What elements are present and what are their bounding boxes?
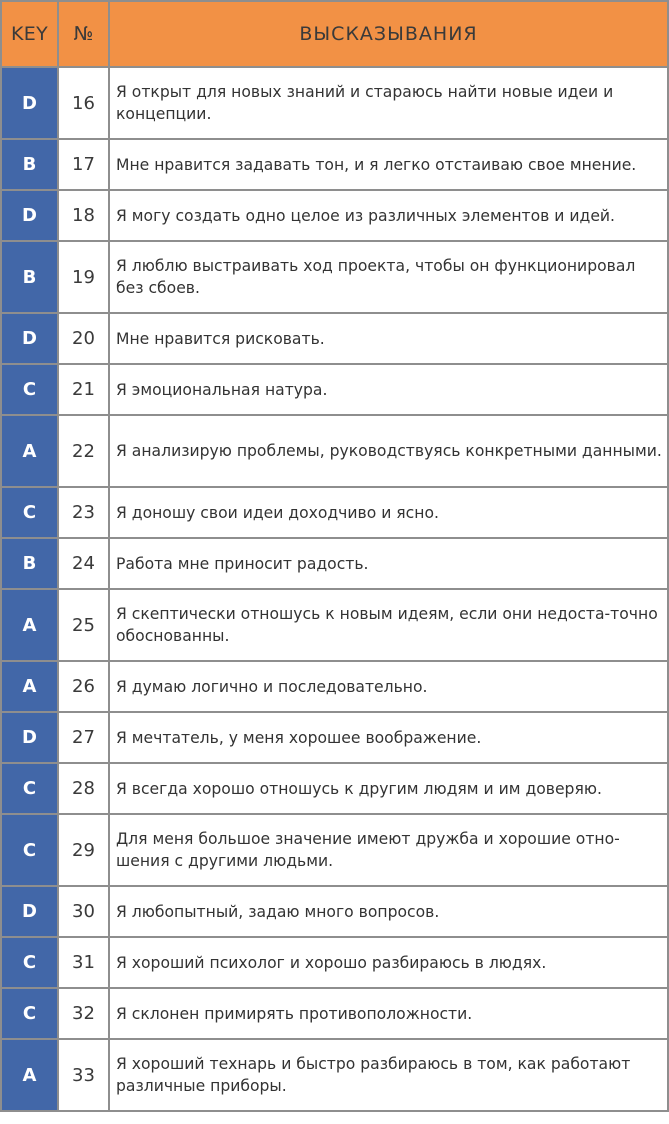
statement-cell: Я склонен примирять противоположности. [109,988,668,1039]
table-row [1,190,668,241]
number-cell: 19 [58,241,109,313]
number-cell: 24 [58,538,109,589]
statement-cell: Я анализирую проблемы, руководствуясь конкретными данными. [109,415,668,487]
table-row [1,1039,668,1111]
statement-cell: Я скептически отношусь к новым идеям, если они недоста-точно обоснованны. [109,589,668,661]
table-row [1,364,668,415]
number-cell: 27 [58,712,109,763]
key-cell: B [1,241,58,313]
key-cell: A [1,1039,58,1111]
number-cell: 29 [58,814,109,886]
key-cell: D [1,712,58,763]
statement-cell: Я любопытный, задаю много вопросов. [109,886,668,937]
number-cell: 33 [58,1039,109,1111]
table-row [1,139,668,190]
number-cell: 26 [58,661,109,712]
key-cell: C [1,988,58,1039]
statement-cell: Я эмоциональная натура. [109,364,668,415]
key-cell: A [1,589,58,661]
table-row [1,937,668,988]
header-key: KEY [1,1,58,67]
table-row [1,241,668,313]
key-cell: D [1,886,58,937]
key-cell: C [1,364,58,415]
number-cell: 25 [58,589,109,661]
header-number: № [58,1,109,67]
key-cell: B [1,139,58,190]
number-cell: 16 [58,67,109,139]
statement-cell: Для меня большое значение имеют дружба и хорошие отно-шения с другими людьми. [109,814,668,886]
table-row [1,538,668,589]
table-row [1,415,668,487]
statement-cell: Я открыт для новых знаний и стараюсь найти новые идеи и концепции. [109,67,668,139]
statement-cell: Мне нравится задавать тон, и я легко отстаиваю свое мнение. [109,139,668,190]
table-row [1,589,668,661]
table-row [1,661,668,712]
table-row [1,712,668,763]
header-row [1,1,668,67]
number-cell: 18 [58,190,109,241]
key-cell: C [1,814,58,886]
statement-cell: Я хороший технарь и быстро разбираюсь в том, как работают различные приборы. [109,1039,668,1111]
number-cell: 20 [58,313,109,364]
table-row [1,313,668,364]
key-cell: D [1,313,58,364]
statement-cell: Мне нравится рисковать. [109,313,668,364]
number-cell: 32 [58,988,109,1039]
key-cell: A [1,661,58,712]
table-row [1,886,668,937]
key-cell: A [1,415,58,487]
key-cell: C [1,487,58,538]
number-cell: 17 [58,139,109,190]
key-cell: B [1,538,58,589]
statement-cell: Я доношу свои идеи доходчиво и ясно. [109,487,668,538]
key-cell: D [1,67,58,139]
statement-cell: Я хороший психолог и хорошо разбираюсь в людях. [109,937,668,988]
table-row [1,763,668,814]
key-cell: C [1,763,58,814]
table-row [1,814,668,886]
statement-cell: Я люблю выстраивать ход проекта, чтобы он функционировал без сбоев. [109,241,668,313]
key-cell: D [1,190,58,241]
table-row [1,988,668,1039]
statement-cell: Я думаю логично и последовательно. [109,661,668,712]
statement-cell: Я могу создать одно целое из различных элементов и идей. [109,190,668,241]
number-cell: 28 [58,763,109,814]
table-row [1,67,668,139]
number-cell: 30 [58,886,109,937]
number-cell: 31 [58,937,109,988]
statement-cell: Работа мне приносит радость. [109,538,668,589]
statement-cell: Я мечтатель, у меня хорошее воображение. [109,712,668,763]
table-row [1,487,668,538]
key-cell: C [1,937,58,988]
number-cell: 23 [58,487,109,538]
header-statements: ВЫСКАЗЫВАНИЯ [109,1,668,67]
number-cell: 22 [58,415,109,487]
number-cell: 21 [58,364,109,415]
statement-cell: Я всегда хорошо отношусь к другим людям и им доверяю. [109,763,668,814]
